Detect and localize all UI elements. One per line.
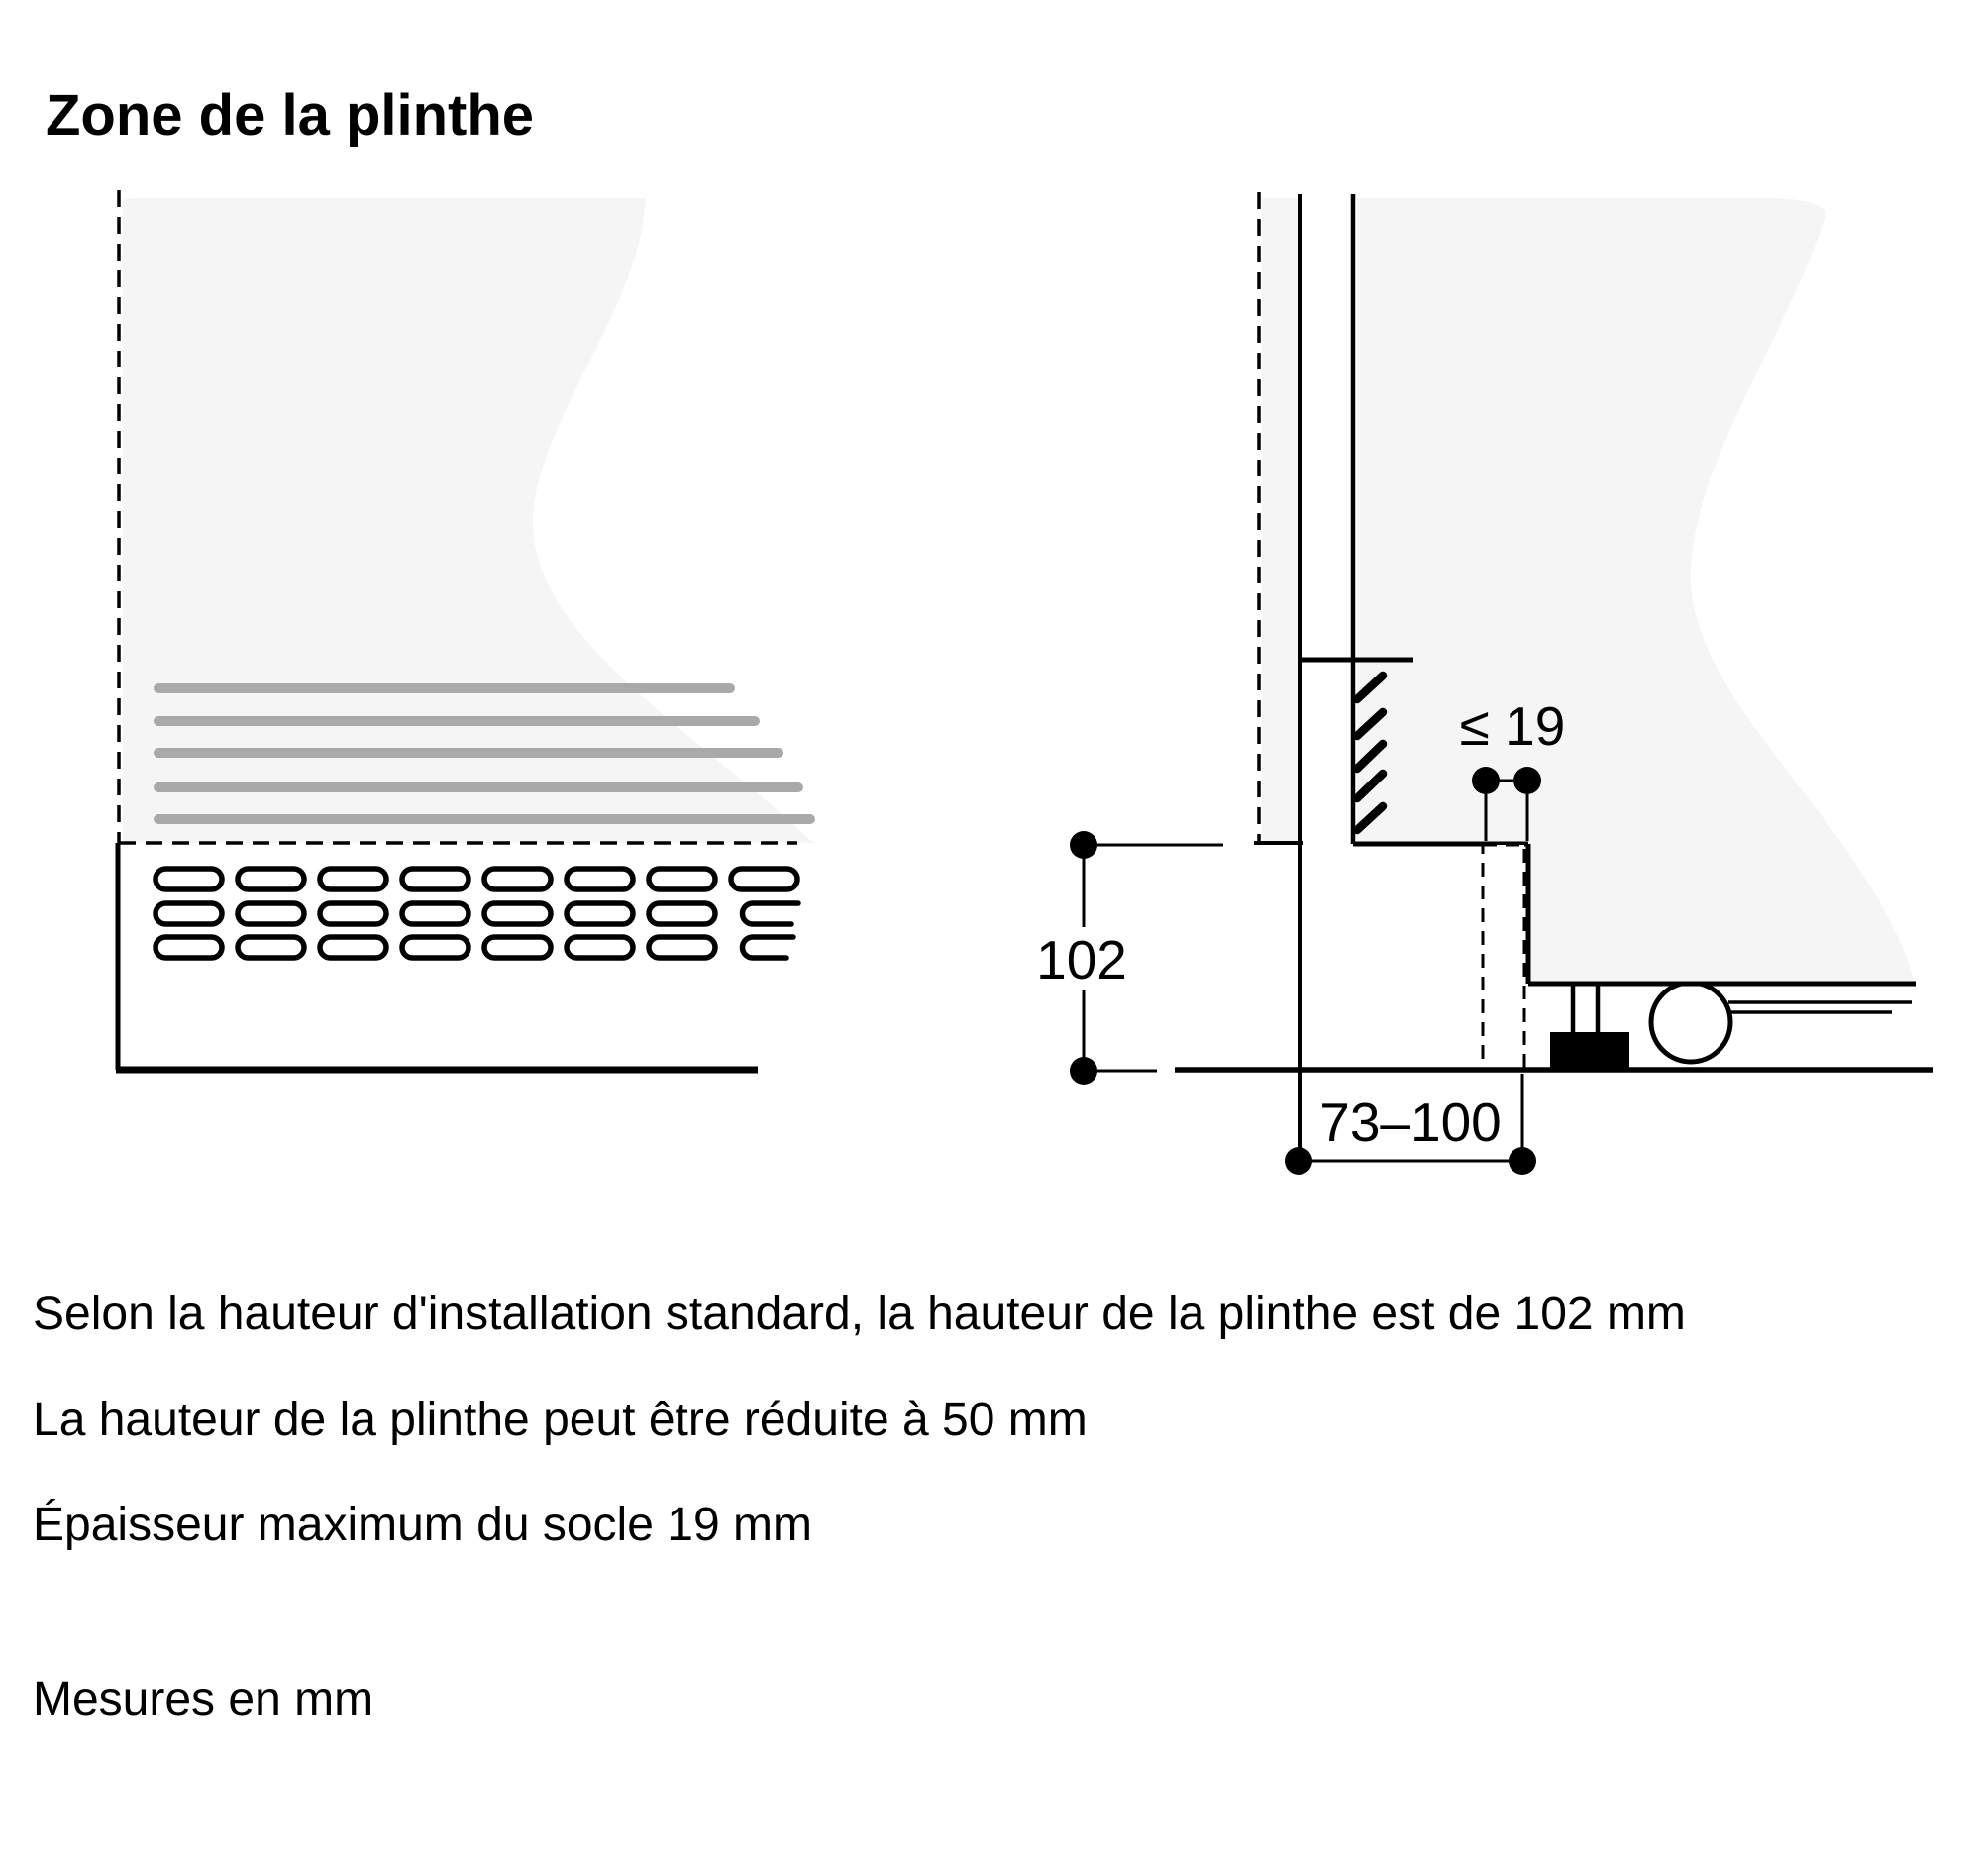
dimension-label-depth: 73–100 [1319, 1092, 1502, 1153]
wheel-mask-patch [1644, 939, 1739, 983]
dimension-label-height: 102 [1036, 929, 1127, 990]
page-title: Zone de la plinthe [46, 83, 535, 148]
dimension-recess-depth [1285, 1074, 1536, 1175]
dimension-label-socle: ≤ 19 [1459, 695, 1566, 757]
plinth-board-dashed [1483, 845, 1524, 1070]
furniture-panel-fill [1262, 198, 1300, 843]
wheel-bracket-lines [1728, 1002, 1912, 1012]
note-standard-height: Selon la hauteur d'installation standard, la hauteur de la plinthe est de 102 mm [33, 1288, 1686, 1340]
appliance-front-body [123, 198, 813, 843]
dimension-plinth-height [1036, 831, 1223, 1085]
leveling-foot [1550, 984, 1629, 1070]
note-socle-thickness: Épaisseur maximum du socle 19 mm [33, 1499, 812, 1551]
transport-wheel [1651, 983, 1730, 1062]
front-view-diagram [116, 190, 813, 1070]
measure-unit-note: Mesures en mm [33, 1673, 374, 1725]
ventilation-slots [156, 869, 798, 958]
side-section-diagram [1036, 192, 1933, 1175]
appliance-side-body [1357, 198, 1915, 984]
note-reduced-height: La hauteur de la plinthe peut être réduite à 50 mm [33, 1394, 1088, 1446]
